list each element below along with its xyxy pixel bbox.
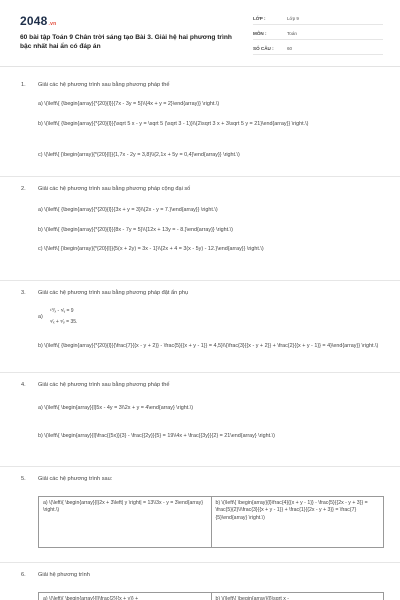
logo-text: 2048: [20, 14, 48, 28]
question-stem: Giải các hệ phương trình sau bằng phương pháp thế: [38, 382, 170, 388]
question-part: b) \(\left\{ {\begin{array}{*{20}{l}}{8x - 7y = 5}\\{12x + 13y = - 8.}\end{array}} \right.\): [38, 227, 233, 233]
meta-row-grade: [253, 12, 383, 25]
question-number: 4.: [21, 382, 26, 388]
answer-table: [38, 592, 384, 600]
question-part: c) \(\left\{ {\begin{array}{*{20}{l}}{1,7x - 2y = 3,8}\\{2,1x + 5y = 0,4}\end{array}} \right.\): [38, 152, 240, 158]
meta-label: SỐ CÂU :: [253, 45, 274, 51]
question-stem: Giải các hệ phương trình sau bằng phương pháp cộng đại số: [38, 186, 191, 192]
question-stem: Giải các hệ phương trình sau bằng phương pháp đặt ẩn phụ: [38, 290, 189, 296]
equation-line: ¹⁰⁄ₓ - ⁵⁄ᵧ = 9: [50, 308, 74, 314]
meta-row-subject: [253, 27, 383, 40]
meta-table: [253, 12, 383, 57]
question-separator: [0, 562, 400, 563]
logo-suffix: .vn: [48, 21, 57, 27]
question-part: b) \(\left\{ \begin{array}{l}\frac{{5x}}{3} - \frac{{2y}}{5} = 19\\4x + \frac{{3y}}{2} = 21\end{array} \right.\): [38, 433, 275, 439]
question-separator: [0, 280, 400, 281]
question-separator: [0, 176, 400, 177]
question-separator: [0, 466, 400, 467]
question-part: c) \(\left\{ {\begin{array}{*{20}{l}}{5(x + 2y) = 3x - 1}\\{2x + 4 = 3(x - 5y) - 12.}\end{array}} \right.\): [38, 246, 264, 252]
meta-value: Toán: [287, 30, 297, 36]
meta-label: MÔN :: [253, 30, 267, 36]
part-label: a): [38, 314, 43, 320]
meta-label: LỚP :: [253, 15, 266, 21]
question-number: 1.: [21, 82, 26, 88]
question-number: 2.: [21, 186, 26, 192]
question-part: a) \(\left\{ \begin{array}{l}5x - 4y = 3\\2x + y = 4\end{array} \right.\): [38, 405, 194, 411]
meta-value: 60: [287, 45, 293, 51]
site-logo[interactable]: [20, 14, 56, 28]
header-divider: [0, 66, 400, 67]
table-cell: a) \(\left\{ \begin{array}{l}2x + 3\left| y \right| = 13\\3x - y = 3\end{array} \right.\): [43, 500, 203, 514]
question-part: b) \(\left\{ {\begin{array}{*{20}{l}}{\sqrt 5 x - y = \sqrt 5 (\sqrt 3 - 1)}\\{2\sqrt 3 x + 3\sqrt 5 y = 21}\end{array}} \right.\): [38, 121, 309, 127]
table-cell: b) \(\left\{ \begin{array}{l}\sqrt x -: [211, 593, 384, 600]
table-cell: b) \(\left\{ \begin{array}{l}\frac{4}{{x + y - 1}} - \frac{5}{{2x - y + 3}} = \frac{5}{2}\\\frac{3}{{x + y - 1}} + \frac{1}{{2x - y + 3}} = \frac{7}{5}\end{array} \right.\): [211, 497, 384, 547]
equation-line: ⁶⁄ₓ + ⁵⁄ᵧ = 35.: [50, 319, 78, 325]
meta-value: Lớp 9: [287, 15, 299, 21]
question-number: 3.: [21, 290, 26, 296]
question-number: 6.: [21, 572, 26, 578]
table-cell: a) \(\left\{ \begin{array}{l}\frac{2}{{x + y}} +: [43, 596, 139, 600]
document-header: [0, 0, 400, 64]
question-part: a) \(\left\{ {\begin{array}{*{20}{l}}{3x + y = 3}\\{2x - y = 7.}\end{array}} \right.\): [38, 207, 218, 213]
question-part: b) \(\left\{ {\begin{array}{*{20}{l}}{\frac{7}{{x - y + 2}} - \frac{5}{{x + y - 1}} = 4,5}\\{\frac{3}{{x - y + 2}} + \frac{2}{{x + y - 1}} = 4}\end{array}} \right.\): [38, 343, 379, 349]
question-separator: [0, 372, 400, 373]
question-stem: Giải các hệ phương trình sau:: [38, 476, 113, 482]
question-number: 5.: [21, 476, 26, 482]
meta-row-count: [253, 42, 383, 55]
question-stem: Giải các hệ phương trình sau bằng phương pháp thế: [38, 82, 170, 88]
answer-table: [38, 496, 384, 548]
question-part: a) \(\left\{ {\begin{array}{*{20}{l}}{7x - 3y = 5}\\{4x + y = 2}\end{array}} \right.\): [38, 101, 220, 107]
question-stem: Giải hệ phương trình: [38, 572, 90, 578]
document-title: 60 bài tập Toán 9 Chân trời sáng tạo Bài 3. Giải hệ hai phương trình bậc nhất hai ẩn có đáp án: [20, 34, 232, 50]
